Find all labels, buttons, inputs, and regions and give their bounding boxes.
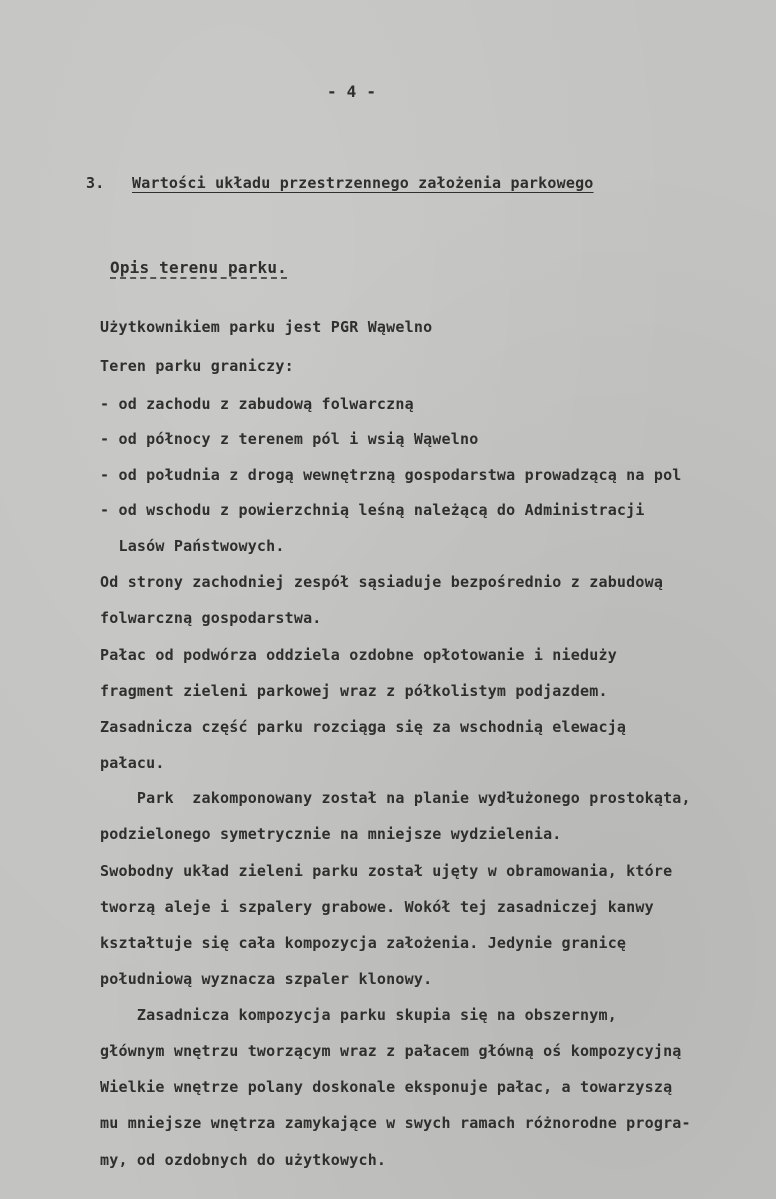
body-line: my, od ozdobnych do użytkowych. <box>100 1151 387 1169</box>
body-line: Zasadnicza kompozycja parku skupia się na obszernym, <box>100 1006 617 1024</box>
body-line: południową wyznacza szpaler klonowy. <box>100 970 433 988</box>
body-line: - od północy z terenem pól i wsią Wąwelno <box>100 430 479 448</box>
subsection-title: Opis terenu parku. <box>110 258 287 277</box>
body-line: Użytkownikiem parku jest PGR Wąwelno <box>100 318 433 336</box>
section-number: 3. <box>86 174 105 192</box>
body-line: podzielonego symetrycznie na mniejsze wydzielenia. <box>100 825 562 843</box>
body-line: Lasów Państwowych. <box>100 537 285 555</box>
body-line: głównym wnętrzu tworzącym wraz z pałacem główną oś kompozycyjną <box>100 1042 682 1060</box>
body-line: Teren parku graniczy: <box>100 357 294 375</box>
body-line: Pałac od podwórza oddziela ozdobne opłotowanie i nieduży <box>100 646 617 664</box>
body-line: Swobodny układ zieleni parku został ujęty w obramowania, które <box>100 862 673 880</box>
section-title: Wartości układu przestrzennego założenia parkowego <box>132 174 594 192</box>
body-line: - od wschodu z powierzchnią leśną należącą do Administracji <box>100 501 645 519</box>
body-line: Park zakomponowany został na planie wydłużonego prostokąta, <box>100 789 691 807</box>
body-line: tworzą aleje i szpalery grabowe. Wokół tej zasadniczej kanwy <box>100 898 654 916</box>
body-line: - od południa z drogą wewnętrzną gospodarstwa prowadzącą na pol <box>100 466 682 484</box>
body-line: Zasadnicza część parku rozciąga się za wschodnią elewacją <box>100 718 627 736</box>
body-line: mu mniejsze wnętrza zamykające w swych ramach różnorodne progra- <box>100 1114 691 1132</box>
page-number: - 4 - <box>327 82 377 101</box>
body-line: - od zachodu z zabudową folwarczną <box>100 395 414 413</box>
body-line: pałacu. <box>100 754 165 772</box>
body-line: Wielkie wnętrze polany doskonale eksponuje pałac, a towarzyszą <box>100 1078 673 1096</box>
body-line: kształtuje się cała kompozycja założenia. Jedynie granicę <box>100 934 627 952</box>
body-line: Od strony zachodniej zespół sąsiaduje bezpośrednio z zabudową <box>100 573 664 591</box>
body-line: fragment zieleni parkowej wraz z półkolistym podjazdem. <box>100 682 608 700</box>
body-line: folwarczną gospodarstwa. <box>100 609 322 627</box>
